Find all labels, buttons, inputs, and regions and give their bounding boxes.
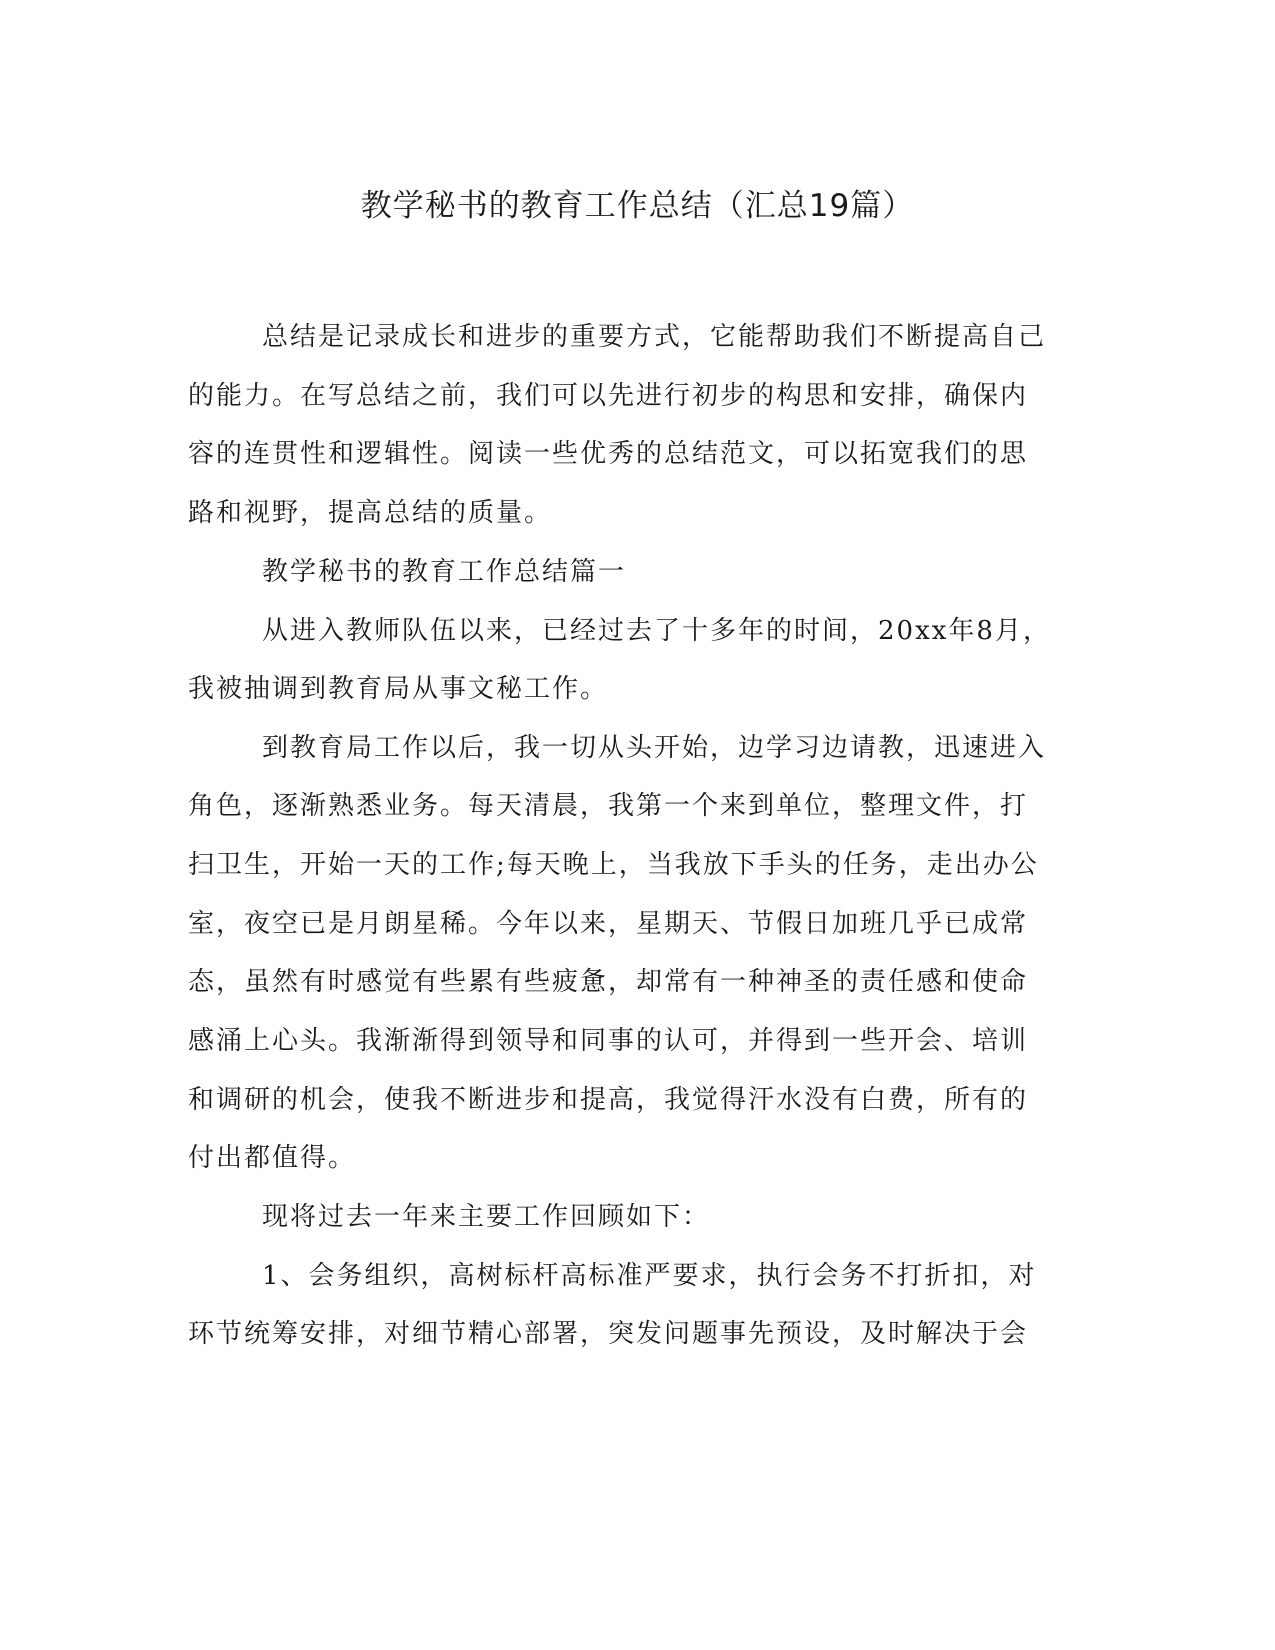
text-line: 容的连贯性和逻辑性。阅读一些优秀的总结范文，可以拓宽我们的思 <box>188 439 1029 469</box>
text-line: 现将过去一年来主要工作回顾如下： <box>262 1202 711 1232</box>
text-line: 付出都值得。 <box>188 1143 357 1173</box>
text-line: 环节统筹安排，对细节精心部署，突发问题事先预设，及时解决于会 <box>188 1319 1029 1349</box>
text-line: 扫卫生，开始一天的工作;每天晚上，当我放下手头的任务，走出办公 <box>188 850 1039 880</box>
text-line: 态，虽然有时感觉有些累有些疲惫，却常有一种神圣的责任感和使命 <box>188 967 1029 997</box>
text-line: 到教育局工作以后，我一切从头开始，边学习边请教，迅速进入 <box>262 733 1047 763</box>
text-line: 路和视野，提高总结的质量。 <box>188 498 553 528</box>
text-line: 室，夜空已是月朗星稀。今年以来，星期天、节假日加班几乎已成常 <box>188 909 1029 939</box>
text-line: 我被抽调到教育局从事文秘工作。 <box>188 674 609 704</box>
text-line: 感涌上心头。我渐渐得到领导和同事的认可，并得到一些开会、培训 <box>188 1026 1029 1056</box>
text-line: 总结是记录成长和进步的重要方式，它能帮助我们不断提高自己 <box>262 322 1047 352</box>
text-line: 从进入教师队伍以来，已经过去了十多年的时间，20xx年8月， <box>262 616 1051 646</box>
text-line: 的能力。在写总结之前，我们可以先进行初步的构思和安排，确保内 <box>188 381 1029 411</box>
text-line: 和调研的机会，使我不断进步和提高，我觉得汗水没有白费，所有的 <box>188 1085 1029 1115</box>
text-line: 角色，逐渐熟悉业务。每天清晨，我第一个来到单位，整理文件，打 <box>188 791 1029 821</box>
text-line: 1、会务组织，高树标杆高标准严要求，执行会务不打折扣，对 <box>262 1261 1037 1291</box>
document-title: 教学秘书的教育工作总结（汇总19篇） <box>360 188 915 224</box>
section-heading: 教学秘书的教育工作总结篇一 <box>262 557 627 587</box>
